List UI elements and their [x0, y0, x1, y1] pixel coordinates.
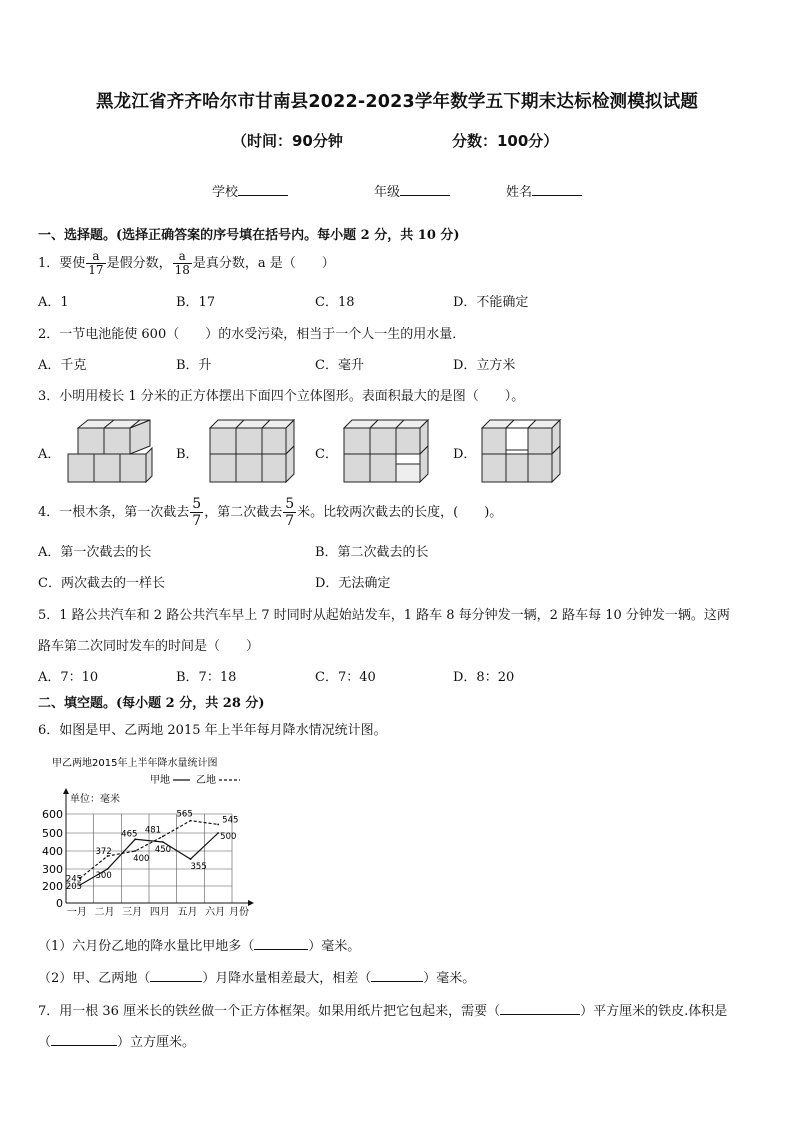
- q5-option-a[interactable]: A．7：10: [38, 670, 99, 685]
- data-point-yi: [217, 824, 219, 826]
- question-7-line-2: [38, 1031, 195, 1050]
- cube-figure-a: [60, 410, 160, 490]
- data-label-yi: 372: [95, 847, 112, 858]
- q2-option-c[interactable]: C．毫升: [315, 358, 364, 373]
- q4-fraction-1-denominator: 7: [192, 513, 202, 529]
- exam-score: 分数：100分）: [452, 132, 559, 150]
- q3-option-c[interactable]: C．: [315, 447, 338, 462]
- q1-fraction-2-numerator: a: [173, 250, 192, 264]
- q1-text-1: 1．要使: [38, 256, 86, 271]
- section2-heading: 二、填空题。(每小题 2 分，共 28 分): [38, 696, 265, 711]
- data-label-yi: 400: [133, 854, 150, 864]
- data-label-jia: 300: [95, 871, 112, 881]
- x-tick-label: 二月: [94, 907, 115, 918]
- y-tick-label: 300: [42, 863, 63, 876]
- x-tick-label: 三月: [122, 907, 143, 918]
- school-blank[interactable]: [238, 183, 288, 196]
- q6-sub-2-text-b: ）月降水量相差最大，相差（: [202, 971, 372, 986]
- q1-fraction-2: [173, 250, 192, 277]
- rainfall-line-chart: [30, 750, 270, 925]
- q6-sub-1: [38, 935, 360, 954]
- x-tick-label: 四月: [149, 907, 170, 918]
- y-tick-label: 400: [42, 845, 63, 858]
- data-label-jia: 465: [121, 829, 138, 840]
- q6-sub-2-text-c: ）毫米。: [423, 971, 476, 986]
- q7-text-d: ）立方厘米。: [117, 1035, 196, 1050]
- data-label-yi: 481: [144, 825, 162, 836]
- q4-option-c[interactable]: C．两次截去的一样长: [38, 576, 165, 591]
- y-tick-label: 500: [42, 827, 63, 840]
- data-label-jia: 450: [154, 845, 172, 855]
- chart-title: 甲乙两地2015年上半年降水量统计图: [52, 758, 218, 769]
- question-6: 6．如图是甲、乙两地 2015 年上半年每月降水情况统计图。: [38, 723, 387, 738]
- name-label: 姓名: [506, 185, 533, 200]
- data-label-jia: 500: [220, 832, 237, 842]
- q6-sub-2-blank-1[interactable]: [150, 969, 202, 982]
- section1-heading: 一、选择题。(选择正确答案的序号填在括号内。每小题 2 分，共 10 分): [38, 228, 460, 243]
- q1-text-3: 是真分数，a 是（ ）: [192, 256, 335, 271]
- y-tick-label: 0: [56, 897, 63, 910]
- q4-fraction-1-numerator: 5: [192, 496, 202, 512]
- q4-text-1: 4．一根木条，第一次截去: [38, 505, 190, 520]
- q1-option-d[interactable]: D．不能确定: [453, 295, 529, 310]
- question-4: [38, 496, 502, 529]
- q2-option-d[interactable]: D．立方米: [453, 358, 516, 373]
- exam-time: （时间：90分钟: [232, 132, 343, 150]
- cube-figure-d: [476, 410, 576, 490]
- legend-label-jia: 甲地: [150, 775, 170, 786]
- data-label-jia: 355: [190, 862, 207, 873]
- q7-text-b: ）平方厘米的铁皮.体积是: [580, 1004, 728, 1019]
- q7-text-a: 7．用一根 36 厘米长的铁丝做一个正方体框架。如果用纸片把它包起来，需要（: [38, 1004, 501, 1019]
- q5-option-d[interactable]: D．8：20: [453, 670, 515, 685]
- question-5-line-1: 5．1 路公共汽车和 2 路公共汽车早上 7 时同时从起始站发车，1 路车 8 每分钟发一辆，2 路车每 10 分钟发一辆。这两: [38, 608, 730, 623]
- q4-fraction-2: [283, 496, 296, 529]
- data-point-yi: [190, 820, 192, 822]
- q6-sub-2-text-a: （2）甲、乙两地（: [38, 971, 151, 986]
- q5-option-b[interactable]: B．7：18: [176, 670, 237, 685]
- data-point-jia: [162, 841, 164, 843]
- q4-fraction-1: [190, 496, 203, 529]
- q3-option-d[interactable]: D．: [453, 447, 477, 462]
- grade-blank[interactable]: [400, 183, 450, 196]
- y-axis-arrow: [63, 788, 69, 794]
- y-tick-label: 600: [42, 808, 63, 821]
- data-point-jia: [107, 868, 109, 870]
- q4-fraction-2-numerator: 5: [285, 496, 295, 512]
- data-point-jia: [190, 858, 192, 860]
- q3-option-b[interactable]: B．: [176, 447, 199, 462]
- q1-option-a[interactable]: A．1: [38, 295, 69, 310]
- data-label-yi: 565: [176, 809, 193, 820]
- q4-text-3: 米。比较两次截去的长度，( )。: [297, 505, 503, 520]
- y-tick-label: 200: [42, 880, 63, 893]
- question-5-line-2: 路车第二次同时发车的时间是（ ）: [38, 639, 260, 654]
- school-label: 学校: [212, 185, 239, 200]
- data-label-jia: 205: [65, 882, 83, 893]
- q4-option-a[interactable]: A．第一次截去的长: [38, 545, 152, 560]
- data-label-yi: 545: [222, 815, 239, 826]
- question-2: 2．一节电池能使 600（ ）的水受污染，相当于一个人一生的用水量．: [38, 327, 466, 342]
- q6-sub-2-blank-2[interactable]: [371, 969, 423, 982]
- school-field[interactable]: [212, 181, 288, 200]
- x-tick-label: 一月: [66, 907, 87, 918]
- q6-sub-2: [38, 967, 475, 986]
- q1-option-c[interactable]: C．18: [315, 295, 355, 310]
- q5-option-c[interactable]: C．7：40: [315, 670, 376, 685]
- x-axis-arrow: [248, 900, 254, 906]
- q1-fraction-2-denominator: 18: [174, 263, 190, 277]
- name-field[interactable]: [506, 181, 582, 200]
- q6-sub-1-text-b: ）毫米。: [308, 939, 361, 954]
- q6-sub-1-text-a: （1）六月份乙地的降水量比甲地多（: [38, 939, 255, 954]
- q7-blank-2[interactable]: [51, 1033, 117, 1046]
- q2-option-b[interactable]: B．升: [176, 358, 212, 373]
- name-blank[interactable]: [532, 183, 582, 196]
- q4-fraction-2-denominator: 7: [285, 513, 295, 529]
- q4-option-d[interactable]: D．无法确定: [315, 576, 391, 591]
- data-point-yi: [162, 836, 164, 838]
- q1-option-b[interactable]: B．17: [176, 295, 216, 310]
- q3-option-a[interactable]: A．: [38, 447, 61, 462]
- page-title: 黑龙江省齐齐哈尔市甘南县2022-2023学年数学五下期末达标检测模拟试题: [95, 92, 699, 112]
- q1-fraction-1-numerator: a: [86, 250, 105, 264]
- q1-fraction-1: [86, 250, 105, 277]
- q4-option-b[interactable]: B．第二次截去的长: [315, 545, 429, 560]
- question-3: 3．小明用棱长 1 分米的正方体摆出下面四个立体图形。表面积最大的是图（ ）。: [38, 389, 525, 404]
- x-tick-label: 五月: [177, 907, 198, 918]
- q4-text-2: ，第二次截去: [204, 505, 283, 520]
- data-point-yi: [134, 850, 136, 852]
- q1-text-2: 是假分数，: [106, 256, 172, 271]
- cube-figure-b: [200, 410, 300, 490]
- data-point-jia: [217, 832, 219, 834]
- x-tick-label: 六月: [205, 907, 226, 918]
- x-axis-label: 月份: [229, 907, 249, 918]
- legend-label-yi: 乙地: [196, 775, 216, 786]
- question-7-line-1: [38, 1000, 727, 1019]
- grade-label: 年级: [374, 185, 401, 200]
- q6-sub-1-blank[interactable]: [254, 937, 308, 950]
- q1-fraction-1-denominator: 17: [88, 263, 104, 277]
- q7-blank-1[interactable]: [500, 1002, 580, 1015]
- y-axis-unit: 单位：毫米: [70, 794, 120, 805]
- grade-field[interactable]: [374, 181, 450, 200]
- q2-option-a[interactable]: A．千克: [38, 358, 87, 373]
- question-1: [38, 250, 335, 277]
- cube-figure-c: [338, 410, 438, 490]
- q7-text-c: （: [38, 1035, 52, 1050]
- data-label-yi: 245: [65, 874, 83, 885]
